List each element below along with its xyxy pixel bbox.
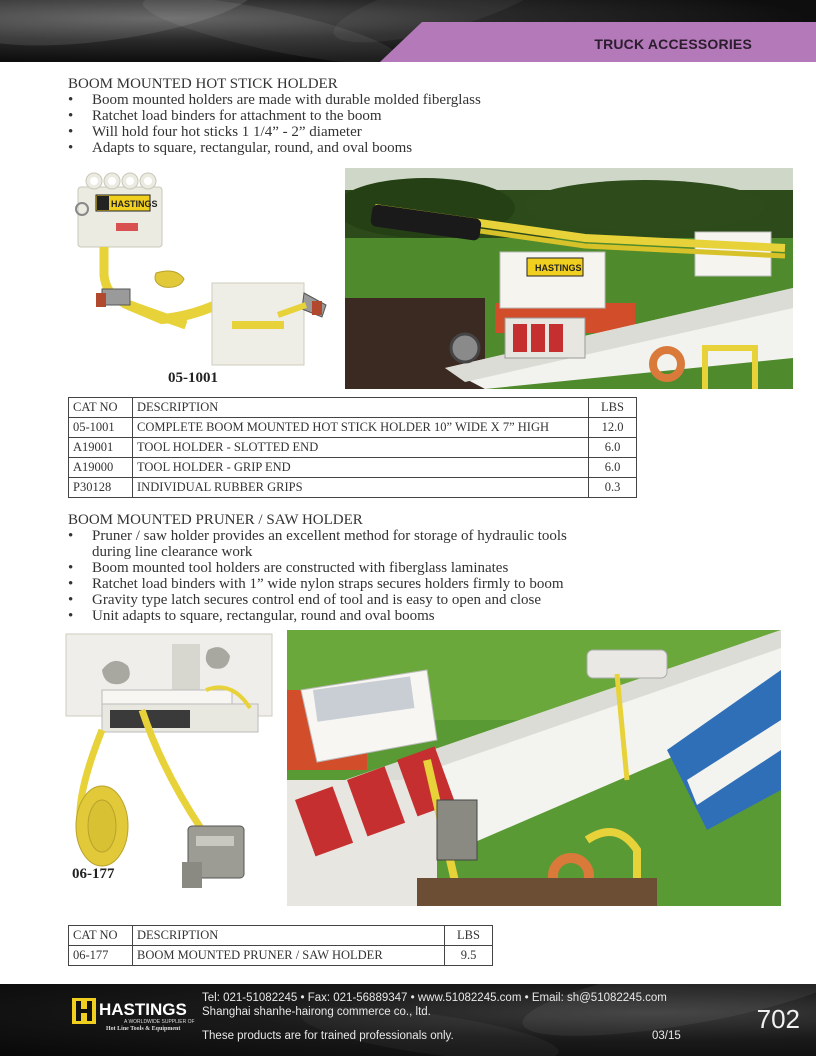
bullet-item: • Ratchet load binders with 1” wide nylon straps secures holders firmly to boom (68, 576, 567, 592)
column-header-description: DESCRIPTION (133, 398, 589, 418)
section2-bullets (68, 528, 567, 624)
spec-table-hot-stick-holder (68, 397, 637, 498)
photo-logo-label: HASTINGS (535, 263, 582, 273)
cell-cat-no: P30128 (69, 478, 133, 498)
table-row (69, 418, 637, 438)
table-row (69, 458, 637, 478)
cell-lbs: 9.5 (445, 946, 493, 966)
bullet-item: • Ratchet load binders for attachment to the boom (68, 108, 481, 124)
section2-heading: BOOM MOUNTED PRUNER / SAW HOLDER (68, 512, 363, 528)
table-row (69, 438, 637, 458)
pruner-saw-holder-product-image (62, 630, 284, 902)
bullet-item: • Gravity type latch secures control end of tool and is easy to open and close (68, 592, 567, 608)
footer-date: 03/15 (652, 1030, 681, 1042)
cell-cat-no: A19001 (69, 438, 133, 458)
bullet-item: • Boom mounted holders are made with durable molded fiberglass (68, 92, 481, 108)
table-header-row (69, 926, 493, 946)
footer-company: Shanghai shanhe-hairong commerce co., ltd. (202, 1006, 431, 1018)
cell-lbs: 6.0 (589, 458, 637, 478)
bullet-item: • Unit adapts to square, rectangular, round and oval booms (68, 608, 567, 624)
header-title: TRUCK ACCESSORIES (594, 36, 752, 52)
page-number: 702 (756, 1004, 800, 1034)
section1-bullets (68, 92, 481, 156)
column-header-lbs: LBS (589, 398, 637, 418)
table-row (69, 946, 493, 966)
table-row (69, 478, 637, 498)
hastings-logo (72, 992, 196, 1032)
footer-disclaimer: These products are for trained professionals only. (202, 1030, 454, 1042)
bullet-item (68, 528, 567, 560)
hot-stick-holder-illustration (66, 165, 344, 385)
table-header-row (69, 398, 637, 418)
column-header-description: DESCRIPTION (133, 926, 445, 946)
boom-photo-illustration (345, 168, 793, 389)
logo-tagline: A WORLDWIDE SUPPLIER OF (124, 1019, 195, 1025)
cell-lbs: 6.0 (589, 438, 637, 458)
product-logo-label: HASTINGS (111, 199, 158, 209)
footer-contact: Tel: 021-51082245 • Fax: 021-56889347 • www.51082245.com • Email: sh@51082245.com (202, 992, 667, 1004)
cell-description: INDIVIDUAL RUBBER GRIPS (133, 478, 589, 498)
hastings-logo-mark (72, 992, 196, 1032)
cell-description: BOOM MOUNTED PRUNER / SAW HOLDER (133, 946, 445, 966)
page-header (0, 0, 816, 62)
bullet-item: • Will hold four hot sticks 1 1/4” - 2” diameter (68, 124, 481, 140)
column-header-cat-no: CAT NO (69, 926, 133, 946)
logo-wordmark: HASTINGS (99, 1000, 187, 1019)
column-header-cat-no: CAT NO (69, 398, 133, 418)
bullet-text: Pruner / saw holder provides an excellent method for storage of hydraulic tools (92, 528, 567, 544)
cell-lbs: 0.3 (589, 478, 637, 498)
hot-stick-holder-product-image (66, 165, 344, 385)
bullet-item: • Adapts to square, rectangular, round, and oval booms (68, 140, 481, 156)
cell-description: TOOL HOLDER - GRIP END (133, 458, 589, 478)
boom-pruner-photo-illustration (287, 630, 781, 906)
pruner-saw-holder-photo (287, 630, 781, 906)
hot-stick-holder-photo (345, 168, 793, 389)
logo-tagline-2: Hot Line Tools & Equipment (106, 1026, 181, 1032)
cell-cat-no: A19000 (69, 458, 133, 478)
bullet-continuation: during line clearance work (92, 544, 253, 560)
cell-description: TOOL HOLDER - SLOTTED END (133, 438, 589, 458)
cell-cat-no: 06-177 (69, 946, 133, 966)
cell-description: COMPLETE BOOM MOUNTED HOT STICK HOLDER 10” WIDE X 7” HIGH (133, 418, 589, 438)
cell-lbs: 12.0 (589, 418, 637, 438)
column-header-lbs: LBS (445, 926, 493, 946)
bullet-item: • Boom mounted tool holders are constructed with fiberglass laminates (68, 560, 567, 576)
spec-table-pruner-saw-holder (68, 925, 493, 966)
section1-heading: BOOM MOUNTED HOT STICK HOLDER (68, 76, 338, 92)
product-label-05-1001: 05-1001 (168, 370, 218, 386)
product-label-06-177: 06-177 (72, 866, 115, 882)
cell-cat-no: 05-1001 (69, 418, 133, 438)
pruner-holder-illustration (62, 630, 284, 902)
